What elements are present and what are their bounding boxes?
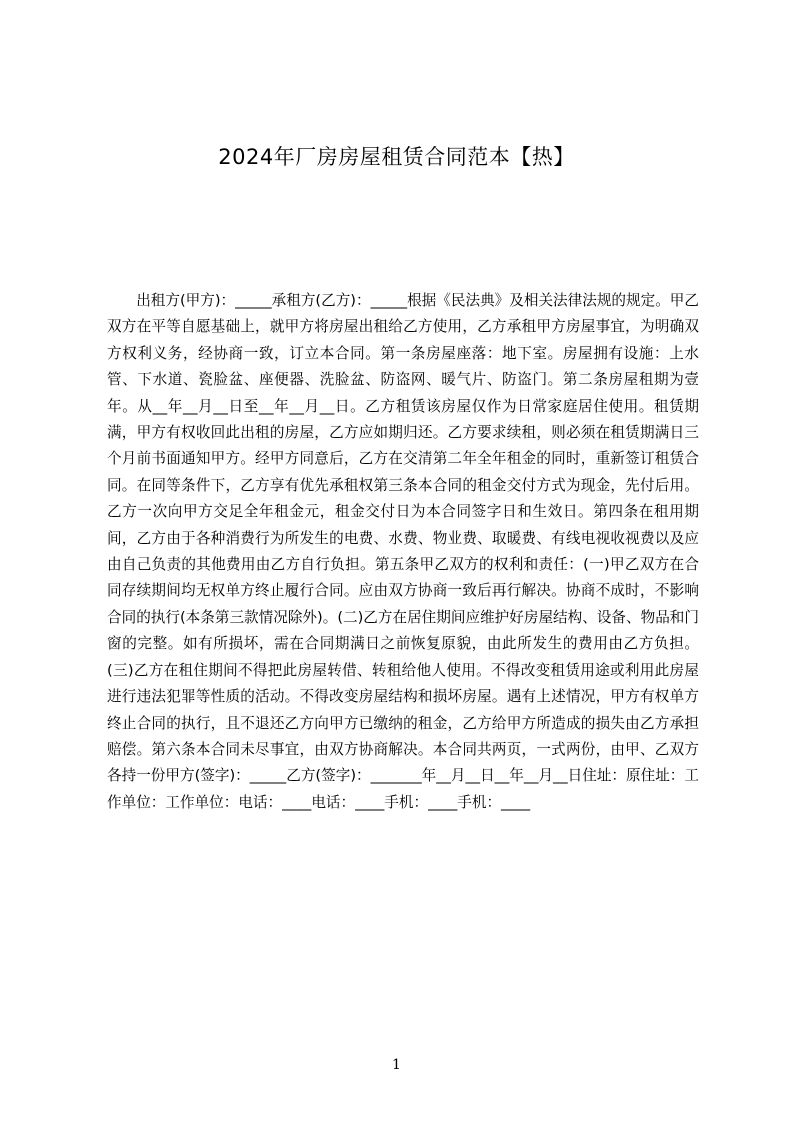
contract-body-text: 出租方(甲方)：_____承租方(乙方)：_____根据《民法典》及相关法律法规的规定。甲乙双方在平等自愿基础上，就甲方将房屋出租给乙方使用，乙方承租甲方房屋事宜，为明确双方权利义务，经协商一致，订立本合同。第一条房屋座落：地下室。房屋拥有设施：上水管、下水道、瓷脸盆、座便器、洗脸盆、防盗网、暖气片、防盗门。第二条房屋租期为壹年。从__年__月__日至__年__月__日。乙方租赁该房屋仅作为日常家庭居住使用。租赁期满，甲方有权收回此出租的房屋，乙方应如期归还。乙方要求续租，则必须在租赁期满日三个月前书面通知甲方。经甲方同意后，乙方在交清第二年全年租金的同时，重新签订租赁合同。在同等条件下，乙方享有优先承租权第三条本合同的租金交付方式为现金，先付后用。乙方一次向甲方交足全年租金元，租金交付日为本合同签字日和生效日。第四条在租用期间，乙方由于各种消费行为所发生的电费、水费、物业费、取暖费、有线电视收视费以及应由自己负责的其他费用由乙方自行负担。第五条甲乙双方的权利和责任：(一)甲乙双方在合同存续期间均无权单方终止履行合同。应由双方协商一致后再行解决。协商不成时，不影响合同的执行(本条第三款情况除外)。(二)乙方在居住期间应维护好房屋结构、设备、物品和门窗的完整。如有所损坏，需在合同期满日之前恢复原貌，由此所发生的费用由乙方负担。(三)乙方在租住期间不得把此房屋转借、转租给他人使用。不得改变租赁用途或利用此房屋进行违法犯罪等性质的活动。不得改变房屋结构和损坏房屋。遇有上述情况，甲方有权单方终止合同的执行，且不退还乙方向甲方已缴纳的租金，乙方给甲方所造成的损失由乙方承担赔偿。第六条本合同未尽事宜，由双方协商解决。本合同共两页，一式两份，由甲、乙双方各持一份甲方(签字)：_____乙方(签字)：_______年__月__日__年__月__日住址：原住址：工作单位：工作单位：电话：____电话：____手机：____手机：____ bbox=[107, 292, 699, 811]
page-number: 1 bbox=[392, 1057, 401, 1073]
document-title: 2024年厂房房屋租赁合同范本【热】 bbox=[218, 145, 575, 169]
